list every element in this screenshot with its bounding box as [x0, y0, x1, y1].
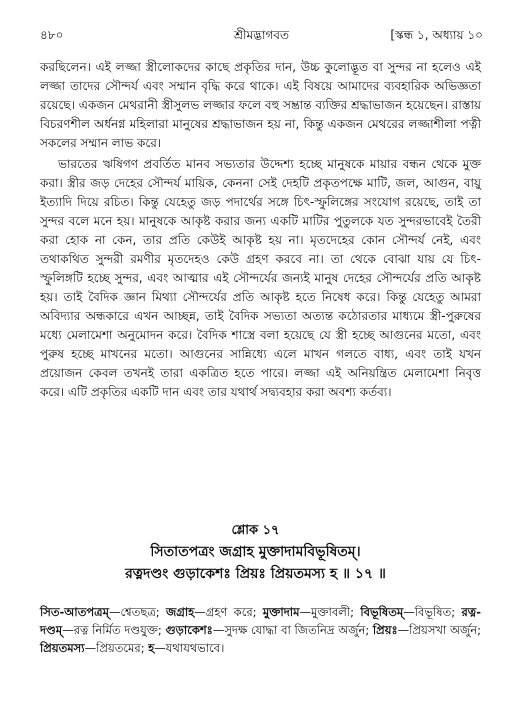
synonym-meaning: —সুদক্ষ যোদ্ধা বা জিতনিদ্র অর্জুন; — [212, 623, 373, 637]
synonym-meaning: —প্রিয়সখা অর্জুন; — [397, 623, 481, 637]
synonym-meaning: —প্রিয়তমের; — [84, 641, 149, 655]
word-for-word-synonyms — [40, 603, 481, 657]
paragraph: ভারতের ঋষিগণ প্রবর্তিত মানব সভ্যতার উদ্দেশ্য হচ্ছে মানুষকে মায়ার বন্ধন থেকে মুক্ত করা। স্ত্রীর জড় দেহের সৌন্দর্য মায়িক, কেননা সেই দেহটি প্রকৃতপক্ষে মাটি, জল, আগুন, বায়ু ইত্যাদি দিয়ে রচিত। কিন্তু যেহেতু জড় পদার্থের সঙ্গে চিৎ-স্ফুলিঙ্গের সংযোগ রয়েছে, তাই তা সুন্দর বলে মনে হয়। মানুষকে আকৃষ্ট করার জন্য একটি মাটির পুতুলকে যত সুন্দরভাবেই তৈরী করা হোক না কেন, তার প্রতি কেউই আকৃষ্ট হয় না। মৃতদেহের কোন সৌন্দর্য নেই, এবং তথাকথিত সুন্দরী রমণীর মৃতদেহও কেউ গ্রহণ করবে না। তা থেকে বোঝা যায় যে চিৎ-স্ফুলিঙ্গটি হচ্ছে সুন্দর, এবং আত্মার এই সৌন্দর্যের জন্যই মানুষ দেহের সৌন্দর্যের প্রতি আকৃষ্ট হয়। তাই বৈদিক জ্ঞান মিথ্যা সৌন্দর্যের প্রতি আকৃষ্ট হতে নিষেধ করে। কিন্তু যেহেতু আমরা অবিদ্যার অন্ধকারে এখন আচ্ছন্ন, তাই বৈদিক সভ্যতা অত্যন্ত কঠোরতার মাধ্যমে স্ত্রী-পুরুষের মধ্যে মেলামেশা অনুমোদন করে। বৈদিক শাস্ত্রে বলা হয়েছে যে স্ত্রী হচ্ছে আগুনের মতো, এবং পুরুষ হচ্ছে মাখনের মতো। আগুনের সান্নিধ্যে এলে মাখন গলতে বাধ্য, এবং তাই যখন প্রয়োজন কেবল তখনই তারা একত্রিত হতে পারে। লজ্জা এই অনিয়ন্ত্রিত মেলামেশা নিবৃত্ত করে। এটি প্রকৃতির একটি দান এবং তার যথার্থ সদ্ব্যবহার করা অবশ্য কর্তব্য। — [40, 157, 481, 399]
sanskrit-verse — [0, 541, 511, 585]
book-title: শ্রীমদ্ভাগবত — [233, 28, 289, 42]
verse-line: রত্নদণ্ডং গুড়াকেশঃ প্রিয়ঃ প্রিয়তমস্য হ ॥ ১৭ ॥ — [125, 566, 386, 582]
purport-text — [40, 58, 481, 402]
paragraph: করছিলেন। এই লজ্জা স্ত্রীলোকদের কাছে প্রকৃতির দান, উচ্চ কুলোদ্ভূত বা সুন্দর না হলেও এই লজ্জা তাদের সৌন্দর্য এবং সম্মান বৃদ্ধি করে থাকে। এই বিষয়ে আমাদের ব্যবহারিক অভিজ্ঞতা রয়েছে। একজন মেথরানী স্ত্রীসুলভ লজ্জার ফলে বহু সম্ভ্রান্ত ব্যক্তির শ্রদ্ধাভাজন হয়েছেন। রাস্তায় বিচরণশীল অর্ধনগ্ন মহিলারা মানুষের শ্রদ্ধাভাজন হয় না, কিন্তু একজন মেথরের লজ্জাশীলা পত্নী সকলের সম্মান লাভ করে। — [40, 60, 481, 150]
synonym-word: প্রিয়ঃ — [372, 623, 398, 637]
verse-line: সিতাতপত্রং জগ্রাহ মুক্তাদামবিভূষিতম্। — [150, 544, 361, 560]
synonym-word: গুড়াকেশঃ — [165, 623, 213, 637]
synonym-word: জগ্রাহ — [165, 605, 195, 619]
page-header — [40, 28, 483, 46]
synonym-word: রত্ন-দণ্ডম্ — [40, 605, 481, 637]
synonym-word: বিভূষিতম্ — [360, 605, 404, 619]
synonym-word: সিত-আতপত্রম্ — [40, 605, 109, 619]
synonym-meaning: —যথাযথভাবে। — [154, 641, 225, 655]
synonym-meaning: —শ্বেতছত্র; — [108, 605, 166, 619]
synonym-word: মুক্তাদাম — [262, 605, 300, 619]
synonym-word: হ — [148, 641, 155, 655]
synonym-meaning: —রত্ন নির্মিত দণ্ডযুক্ত; — [62, 623, 166, 637]
verse-heading: শ্লোক ১৭ — [231, 523, 280, 538]
synonym-meaning: —গ্রহণ করে; — [194, 605, 263, 619]
synonym-word: প্রিয়তমস্য — [40, 641, 85, 655]
section-reference: [স্কন্ধ ১, অধ্যায় ১০ — [390, 28, 483, 42]
page-number: ৪৮০ — [40, 28, 64, 42]
synonym-meaning: —বিভূষিত; — [403, 605, 462, 619]
synonym-meaning: —মুক্তাবলী; — [299, 605, 361, 619]
